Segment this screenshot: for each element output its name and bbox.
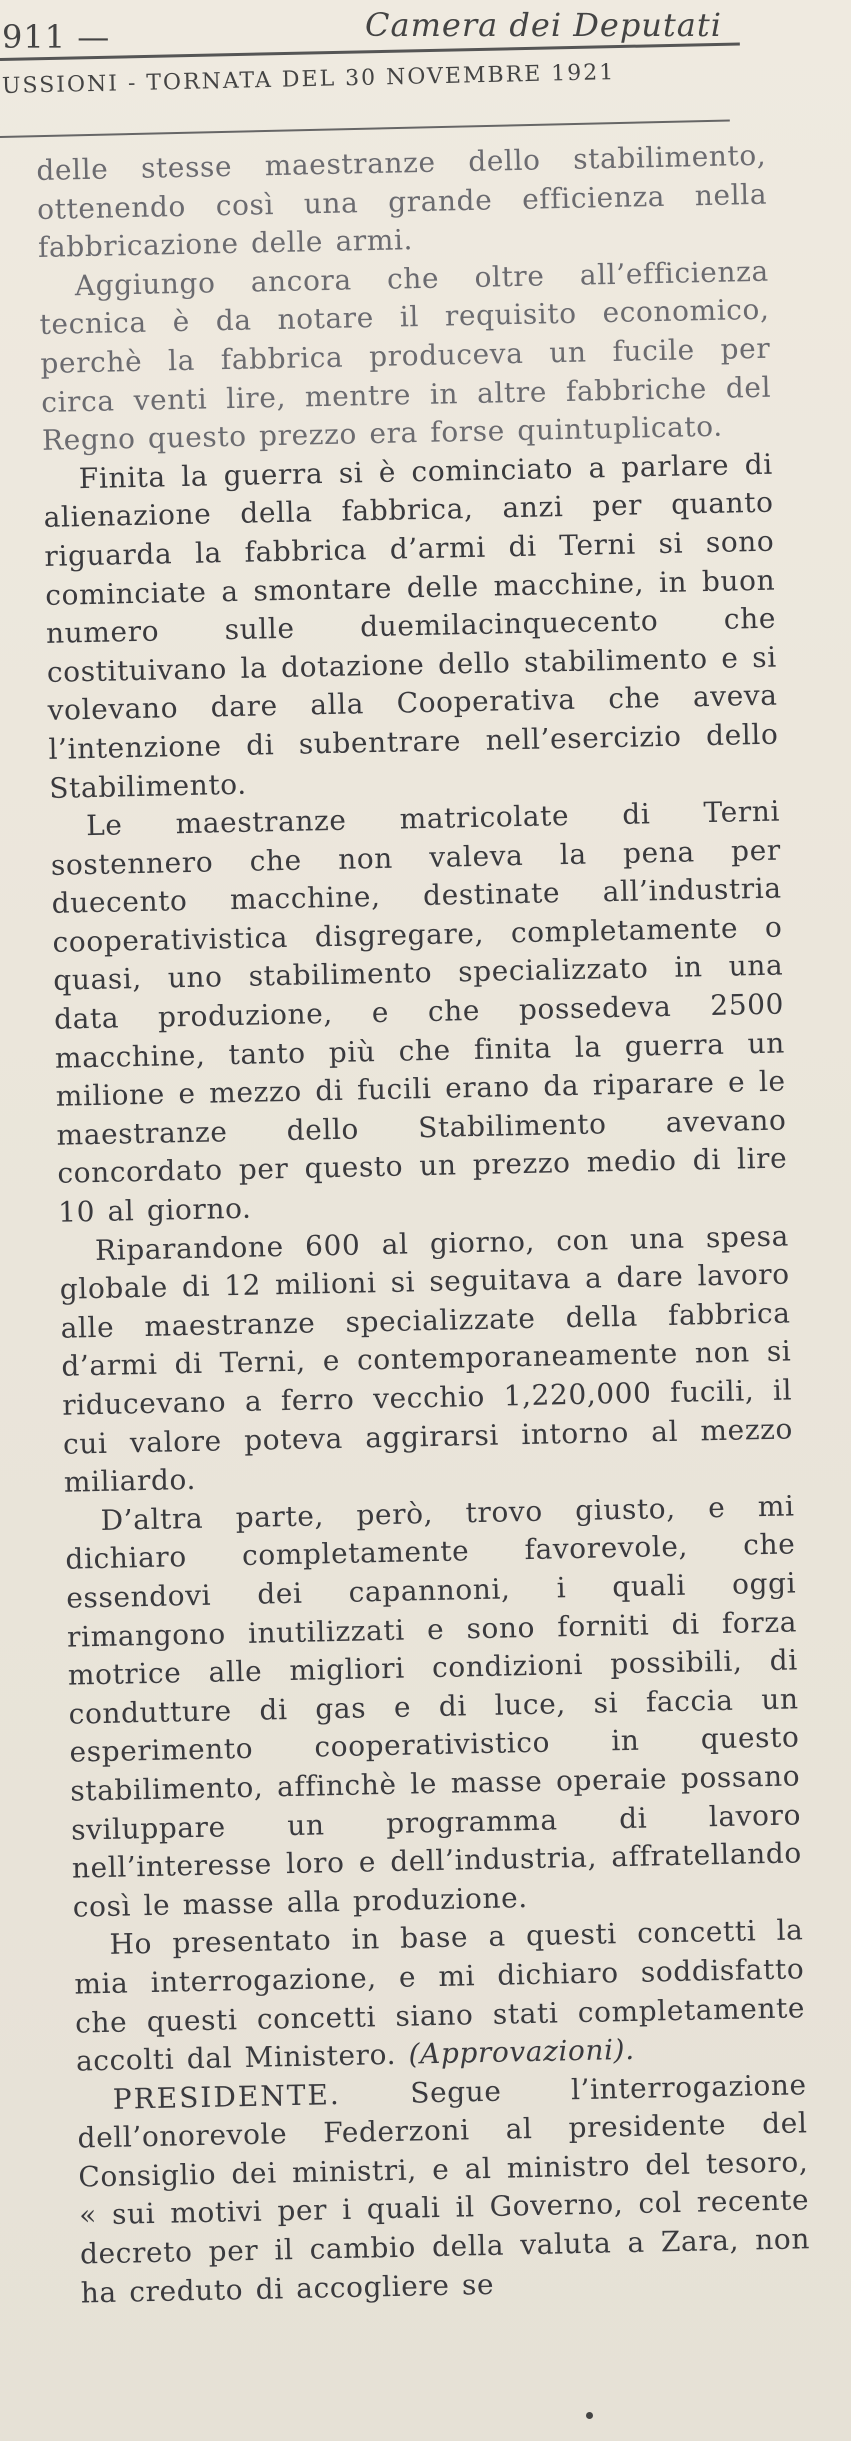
approval-note: (Approvazioni).	[408, 2032, 635, 2071]
paragraph-text: Riparandone 600 al giorno, con una spesa globale di 12 milioni si seguitava a dare lavoro alle maestranze specializzate della fabbrica d’armi di Terni, e contemporaneamente non si riducevano a ferro vecchio 1,220,000 fucili, il cui valore poteva aggirarsi intorno al mezzo miliardo.	[59, 1219, 794, 1499]
session-header: USSIONI - TORNATA DEL 30 NOVEMBRE 1921	[1, 60, 616, 99]
body-text	[36, 137, 811, 2313]
paragraph-alienazione	[42, 445, 779, 808]
paragraph-text: delle stesse maestranze dello stabilimento, ottenendo così una grande efficienza nella fabbricazione delle armi.	[36, 138, 768, 265]
paragraph-maestranze	[50, 793, 789, 1233]
paragraph-text: Aggiungo ancora che oltre all’efficienza tecnica è da notare il requisito economico, perchè la fabbrica produceva un fucile per circa venti lire, mentre in altre fabbriche del Regno questo prezzo era forse quintuplicato.	[39, 254, 772, 458]
page-number: 911 —	[2, 18, 111, 56]
speaker-name: PRESIDENTE.	[112, 2077, 342, 2116]
paragraph-text: Ho presentato in base a questi concetti la mia interrogazione, e mi dichiaro soddisfatto che questi concetti siano stati completamente accolti dal Ministero.	[74, 1913, 806, 2078]
paragraph-text: D’altra parte, però, trovo giusto, e mi dichiaro completamente favorevole, che essendovi dei capannoni, i quali oggi rimangono inutilizzati e sono forniti di forza motrice alle migliori condizioni possibili, di condutture di gas e di luce, si faccia un esperimento cooperativistico in questo stabilimento, affinchè le masse operaie possano sviluppare un programma di lavoro nell’interesse loro e dell’industria, affratellando così le masse alla produzione.	[65, 1489, 803, 1924]
paragraph-continuation	[36, 137, 768, 268]
header-rule-bottom	[0, 119, 730, 138]
paragraph-text: Le maestranze matricolate di Terni sostennero che non valeva la pena per duecento macchine, destinate all’industria cooperativistica disgregare, completamente o quasi, uno stabilimento specializzato in una data produzione, e che possedeva 2500 macchine, tanto più che finita la guerra un milione e mezzo di fucili erano da riparare e le maestranze dello Stabilimento avevano concordato per questo un prezzo medio di lire 10 al giorno.	[50, 794, 788, 1229]
chamber-title: Camera dei Deputati	[365, 6, 722, 44]
paragraph-interrogazione	[73, 1912, 806, 2082]
paragraph-presidente	[76, 2066, 811, 2313]
paragraph-text: Finita la guerra si è cominciato a parlare di alienazione della fabbrica, anzi per quanto riguarda la fabbrica d’armi di Terni si sono cominciate a smontare delle macchine, in buon numero sulle duemilacinquecento che costituivano la dotazione dello stabilimento e si volevano dare alla Cooperativa che aveva l’intenzione di subentrare nell’esercizio dello Stabilimento.	[43, 447, 779, 805]
paragraph-efficienza	[38, 252, 772, 460]
paragraph-riparandone	[59, 1217, 794, 1502]
paragraph-text: Segue l’interrogazione dell’onorevole Federzoni al presidente del Consiglio dei ministri, e al ministro del tesoro, « sui motivi per i quali il Governo, col recente decreto per il cambio della valuta a Zara, non ha creduto di accogliere se	[77, 2067, 811, 2310]
paragraph-capannoni	[64, 1487, 803, 1927]
ink-dot	[586, 2412, 593, 2419]
